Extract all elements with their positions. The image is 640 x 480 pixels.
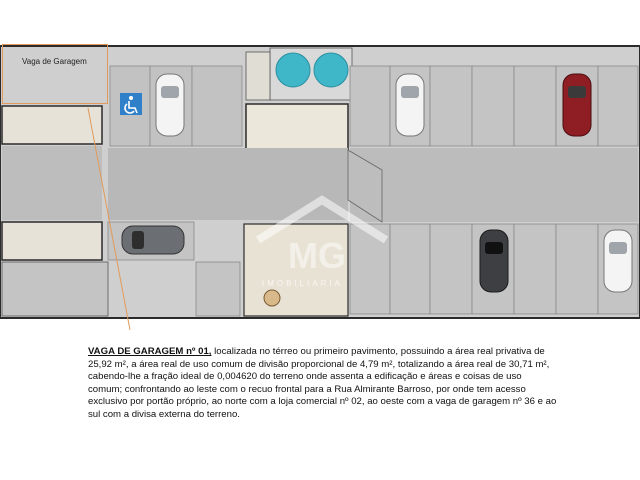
right-lane: [350, 148, 638, 222]
car-red: [563, 74, 591, 136]
parking-row-top-right: [350, 66, 638, 146]
small-room-top: [246, 52, 270, 100]
description-heading: VAGA DE GARAGEM nº 01,: [88, 346, 212, 357]
left-bottom-spot: [2, 262, 108, 316]
pool-1: [276, 53, 310, 87]
car-white-2: [396, 74, 424, 136]
car-white-3: [604, 230, 632, 292]
car-black: [480, 230, 508, 292]
store-upper: [2, 106, 102, 144]
description-body: localizada no térreo ou primeiro pavimento, possuindo a área real privativa de 25,92 m², a área real de uso comum de divisão proporcional de 4,79 m², totalizando a área real de 30,71 m², cabendo-lhe a fração ideal de 0,004620 do terreno onde assenta a edificação e áreas e coisas de uso comum; confrontando ao leste com o recuo frontal para a Rua Almirante Barroso, por onde tem acesso exclusivo por portão próprio, ao norte com a loja comercial nº 02, ao oeste com a vaga de garagem nº 36 e ao sul com a divisa externa do terreno.: [88, 346, 557, 420]
garden-table: [264, 290, 280, 306]
pool-2: [314, 53, 348, 87]
left-driveway: [2, 146, 102, 220]
watermark-sub: IMOBILIÁRIA: [262, 279, 344, 288]
car-gray: [122, 226, 184, 254]
spot-description: [88, 346, 558, 422]
watermark-brand: MG: [288, 235, 346, 276]
car-white-1: [156, 74, 184, 136]
highlighted-parking-spot: [2, 44, 108, 104]
store-lower: [2, 222, 102, 260]
highlight-label: Vaga de Garagem: [22, 57, 87, 66]
